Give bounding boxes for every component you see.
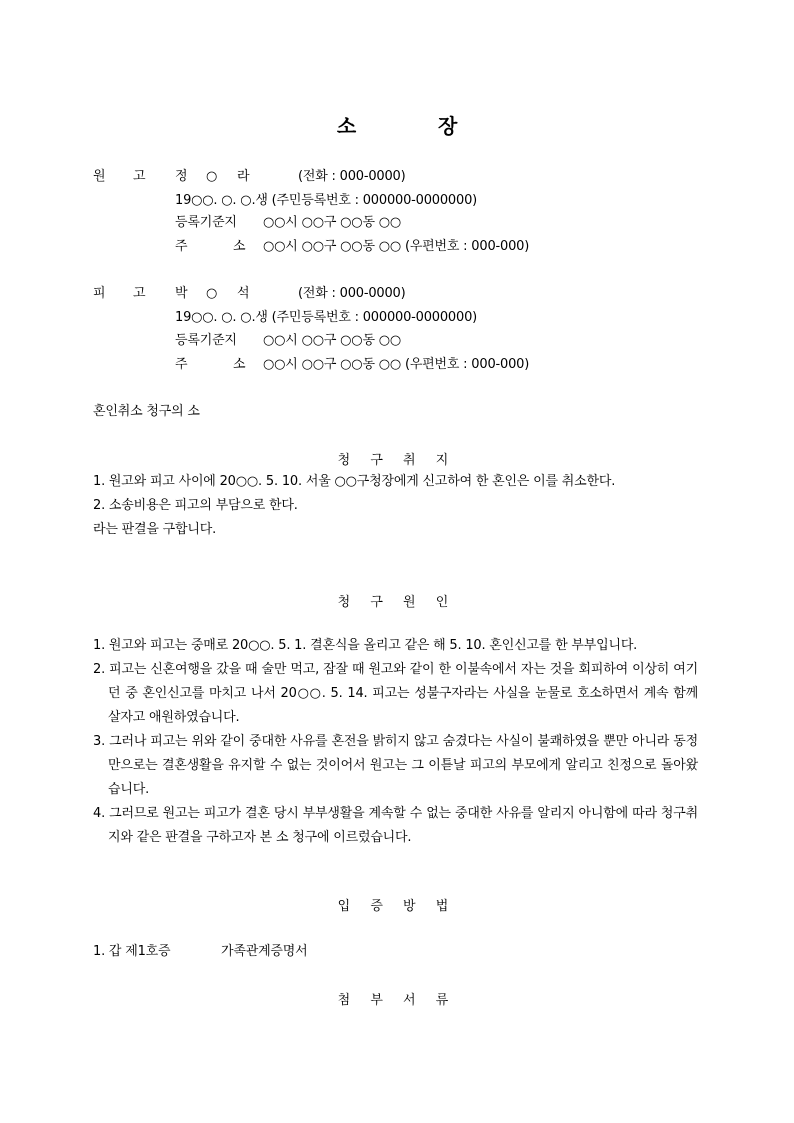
document-title: 소 장 [336,114,458,138]
defendant-phone: (전화 : 000-0000) [298,286,406,301]
claim-cause-item: 4. 그러므로 원고는 피고가 결혼 당시 부부생활을 계속할 수 없는 중대한 사유를 알리지 아니함에 따라 청구취지와 같은 판결을 구하고자 본 소 청구에 이르렀습니다. [93,806,698,845]
claim-cause-item: 3. 그러나 피고는 위와 같이 중대한 사유를 혼전을 밝히지 않고 숨겼다는 사실이 불쾌하였을 뿐만 아니라 동정만으로는 결혼생활을 유지할 수 없는 것이어서 원고는 그 이튿날 피고의 부모에게 알리고 친정으로 돌아왔습니다. [93,734,698,797]
evidence-item [93,943,308,961]
plaintiff-registry: 등록기준지 ○○시 ○○구 ○○동 ○○ [175,215,402,230]
plaintiff-name: 정 ○ 라 [175,169,250,184]
defendant-birth: 19○○. ○. ○.생 (주민등록번호 : 000000-0000000) [175,310,478,325]
claim-purpose-item: 2. 소송비용은 피고의 부담으로 한다. [93,498,298,513]
evidence-heading: 입 증 방 법 [337,899,457,914]
claim-purpose-item: 1. 원고와 피고 사이에 20○○. 5. 10. 서울 ○○구청장에게 신고하여 한 혼인은 이를 취소한다. [93,474,616,489]
plaintiff-birth: 19○○. ○. ○.생 (주민등록번호 : 000000-0000000) [175,193,478,208]
attachments-heading: 첨 부 서 류 [337,993,457,1008]
defendant-address: 주 소 ○○시 ○○구 ○○동 ○○ (우편번호 : 000-000) [175,357,530,372]
defendant-role-label: 피 고 [93,286,146,301]
claim-purpose-heading: 청 구 취 지 [337,453,457,468]
claim-cause-item: 2. 피고는 신혼여행을 갔을 때 술만 먹고, 잠잘 때 원고와 같이 한 이불속에서 자는 것을 회피하여 이상히 여기던 중 혼인신고를 마치고 나서 20○○. 5. 14. 피고는 성불구자라는 사실을 눈물로 호소하면서 계속 함께 살자고 애원하였습니다. [93,662,698,725]
claim-purpose-closing: 라는 판결을 구합니다. [93,522,217,537]
plaintiff-role-label: 원 고 [93,169,146,184]
defendant-registry: 등록기준지 ○○시 ○○구 ○○동 ○○ [175,333,402,348]
evidence-item-description: 가족관계증명서 [221,944,308,959]
claim-cause-heading: 청 구 원 인 [337,595,457,610]
plaintiff-address: 주 소 ○○시 ○○구 ○○동 ○○ (우편번호 : 000-000) [175,239,530,254]
defendant-name: 박 ○ 석 [175,286,250,301]
case-name: 혼인취소 청구의 소 [93,404,200,419]
plaintiff-phone: (전화 : 000-0000) [298,169,406,184]
claim-cause-item: 1. 원고와 피고는 중매로 20○○. 5. 1. 결혼식을 올리고 같은 해 5. 10. 혼인신고를 한 부부입니다. [93,638,638,653]
claim-cause-body [93,634,698,850]
claim-purpose-body [93,470,698,542]
evidence-item-number: 1. 갑 제1호증 [93,944,171,959]
